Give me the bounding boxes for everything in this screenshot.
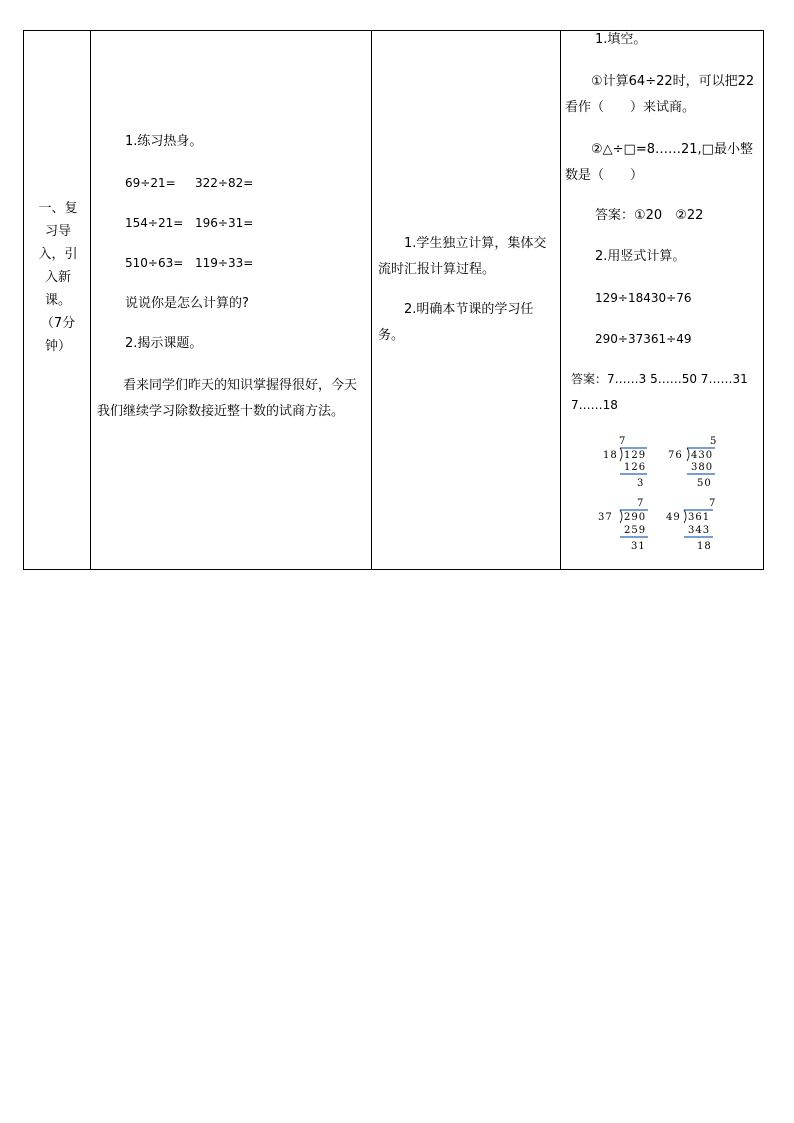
quotient: 7 bbox=[709, 498, 717, 509]
calc-row: 129÷18430÷76 bbox=[595, 291, 692, 305]
discussion-question: 说说你是怎么计算的? bbox=[125, 296, 249, 311]
division-bracket bbox=[687, 448, 689, 461]
stage-line: 课。 bbox=[44, 293, 71, 308]
dividend: 129 bbox=[624, 450, 647, 461]
exercise-item: 510÷63= bbox=[125, 256, 184, 270]
fill-blank-title: 1.填空。 bbox=[595, 32, 647, 47]
fill-answer: 答案：①20 ②22 bbox=[595, 208, 704, 223]
exercise-item: 154÷21= bbox=[125, 216, 184, 230]
lesson-plan-table bbox=[23, 30, 764, 570]
product: 126 bbox=[624, 462, 647, 473]
quotient: 7 bbox=[619, 436, 627, 447]
calc-answer: 答案：7……3 5……50 7……31 7……18 bbox=[571, 372, 748, 412]
exercise-cell bbox=[561, 31, 764, 570]
divisor: 18 bbox=[603, 450, 618, 461]
stage-line: 钟） bbox=[44, 339, 71, 354]
student-item-2: 2.明确本节课的学习任务。 bbox=[378, 302, 534, 343]
stage-cell bbox=[24, 31, 91, 570]
fill-question-2: ②△÷□=8……21,□最小整数是（ ） bbox=[565, 142, 753, 183]
long-division-figure bbox=[591, 435, 741, 553]
product: 343 bbox=[688, 525, 711, 536]
remainder: 50 bbox=[697, 478, 712, 489]
product: 380 bbox=[691, 462, 714, 473]
exercise-item: 69÷21= bbox=[125, 176, 176, 190]
long-division-4 bbox=[666, 498, 716, 552]
stage-line: 习导 bbox=[44, 224, 71, 239]
dividend: 430 bbox=[691, 450, 714, 461]
division-bracket bbox=[684, 510, 686, 523]
table-row bbox=[24, 31, 764, 570]
quotient: 7 bbox=[637, 498, 645, 509]
teacher-activity-cell bbox=[91, 31, 372, 570]
student-activity-cell bbox=[372, 31, 561, 570]
long-division-2 bbox=[668, 436, 717, 489]
student-item-1: 1.学生独立计算，集体交流时汇报计算过程。 bbox=[378, 236, 547, 277]
divisor: 76 bbox=[668, 450, 683, 461]
stage-line: 一、复 bbox=[38, 201, 78, 216]
dividend: 290 bbox=[624, 512, 647, 523]
stage-label bbox=[32, 197, 84, 358]
fill-question-1: ①计算64÷22时，可以把22看作（ ）来试商。 bbox=[565, 74, 755, 115]
warmup-title: 1.练习热身。 bbox=[125, 134, 203, 149]
vertical-calc-title: 2.用竖式计算。 bbox=[595, 249, 686, 264]
stage-line: （7分 bbox=[40, 316, 76, 331]
divisor: 37 bbox=[598, 512, 613, 523]
exercise-item: 119÷33= bbox=[195, 256, 254, 270]
remainder: 31 bbox=[631, 541, 646, 552]
remainder: 3 bbox=[637, 478, 645, 489]
dividend: 361 bbox=[688, 512, 711, 523]
stage-line: 入，引 bbox=[38, 247, 78, 262]
long-division-1 bbox=[603, 436, 647, 489]
calc-row: 290÷37361÷49 bbox=[595, 332, 692, 346]
long-division-3 bbox=[598, 498, 648, 552]
remainder: 18 bbox=[697, 541, 712, 552]
intro-paragraph: 看来同学们昨天的知识掌握得很好，今天我们继续学习除数接近整十数的试商方法。 bbox=[97, 378, 358, 419]
exercise-item: 196÷31= bbox=[195, 216, 254, 230]
product: 259 bbox=[624, 525, 647, 536]
exercise-item: 322÷82= bbox=[195, 176, 254, 190]
divisor: 49 bbox=[666, 512, 681, 523]
reveal-title: 2.揭示课题。 bbox=[125, 336, 203, 351]
division-bracket bbox=[620, 510, 622, 523]
quotient: 5 bbox=[710, 436, 718, 447]
division-bracket bbox=[620, 448, 622, 461]
stage-line: 入新 bbox=[44, 270, 71, 285]
